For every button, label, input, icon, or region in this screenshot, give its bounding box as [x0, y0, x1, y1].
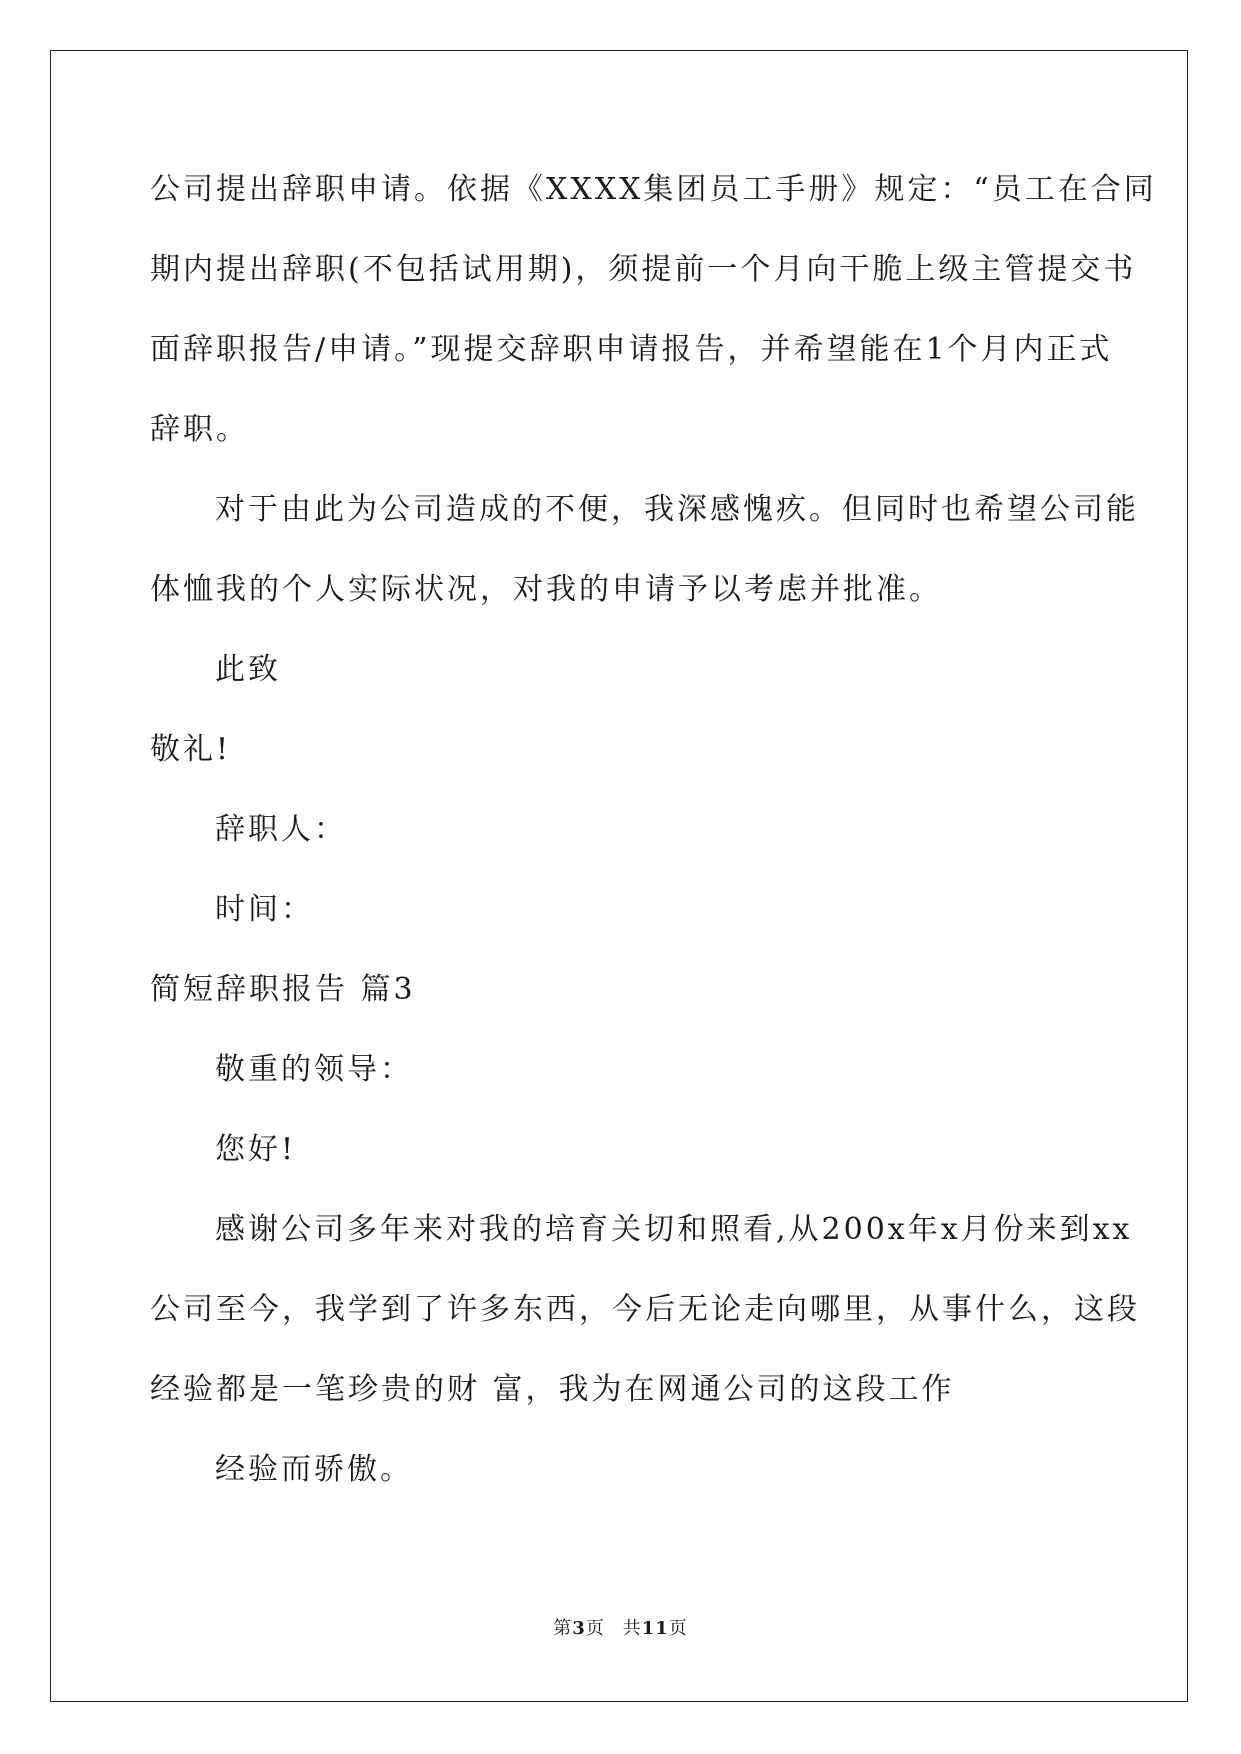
- signature-line: 辞职人：: [215, 812, 347, 847]
- footer-prefix: 第: [553, 1618, 573, 1639]
- page-number: 3: [572, 1618, 586, 1639]
- paragraph-line: 期内提出辞职(不包括试用期)，须提前一个月向干脆上级主管提交书: [150, 252, 1137, 287]
- paragraph-line: 辞职。: [150, 412, 249, 447]
- footer-total-prefix: 共: [622, 1618, 642, 1639]
- paragraph-line: 公司提出辞职申请。依据《XXXX集团员工手册》规定：“员工在合同: [150, 172, 1157, 207]
- page-footer: [0, 1614, 1241, 1640]
- footer-page-suffix: 页: [585, 1618, 605, 1639]
- paragraph-line: 经验而骄傲。: [215, 1452, 413, 1487]
- paragraph-line: 对于由此为公司造成的不便，我深感愧疚。但同时也希望公司能: [215, 492, 1139, 527]
- total-pages: 11: [641, 1618, 669, 1639]
- salutation-line: 敬礼!: [150, 732, 232, 767]
- greeting-line: 您好!: [215, 1132, 297, 1167]
- footer-total-suffix: 页: [668, 1618, 688, 1639]
- salutation-line: 此致: [215, 652, 281, 687]
- greeting-line: 敬重的领导：: [215, 1052, 413, 1087]
- date-line: 时间：: [215, 892, 314, 927]
- paragraph-line: 感谢公司多年来对我的培育关切和照看,从200x年x月份来到xx: [215, 1212, 1133, 1247]
- section-heading: 简短辞职报告 篇3: [150, 972, 416, 1007]
- paragraph-line: 面辞职报告/申请。”现提交辞职申请报告，并希望能在1个月内正式: [150, 332, 1113, 367]
- paragraph-line: 经验都是一笔珍贵的财 富，我为在网通公司的这段工作: [150, 1372, 955, 1407]
- paragraph-line: 体恤我的个人实际状况，对我的申请予以考虑并批准。: [150, 572, 942, 607]
- paragraph-line: 公司至今，我学到了许多东西，今后无论走向哪里，从事什么，这段: [150, 1292, 1140, 1327]
